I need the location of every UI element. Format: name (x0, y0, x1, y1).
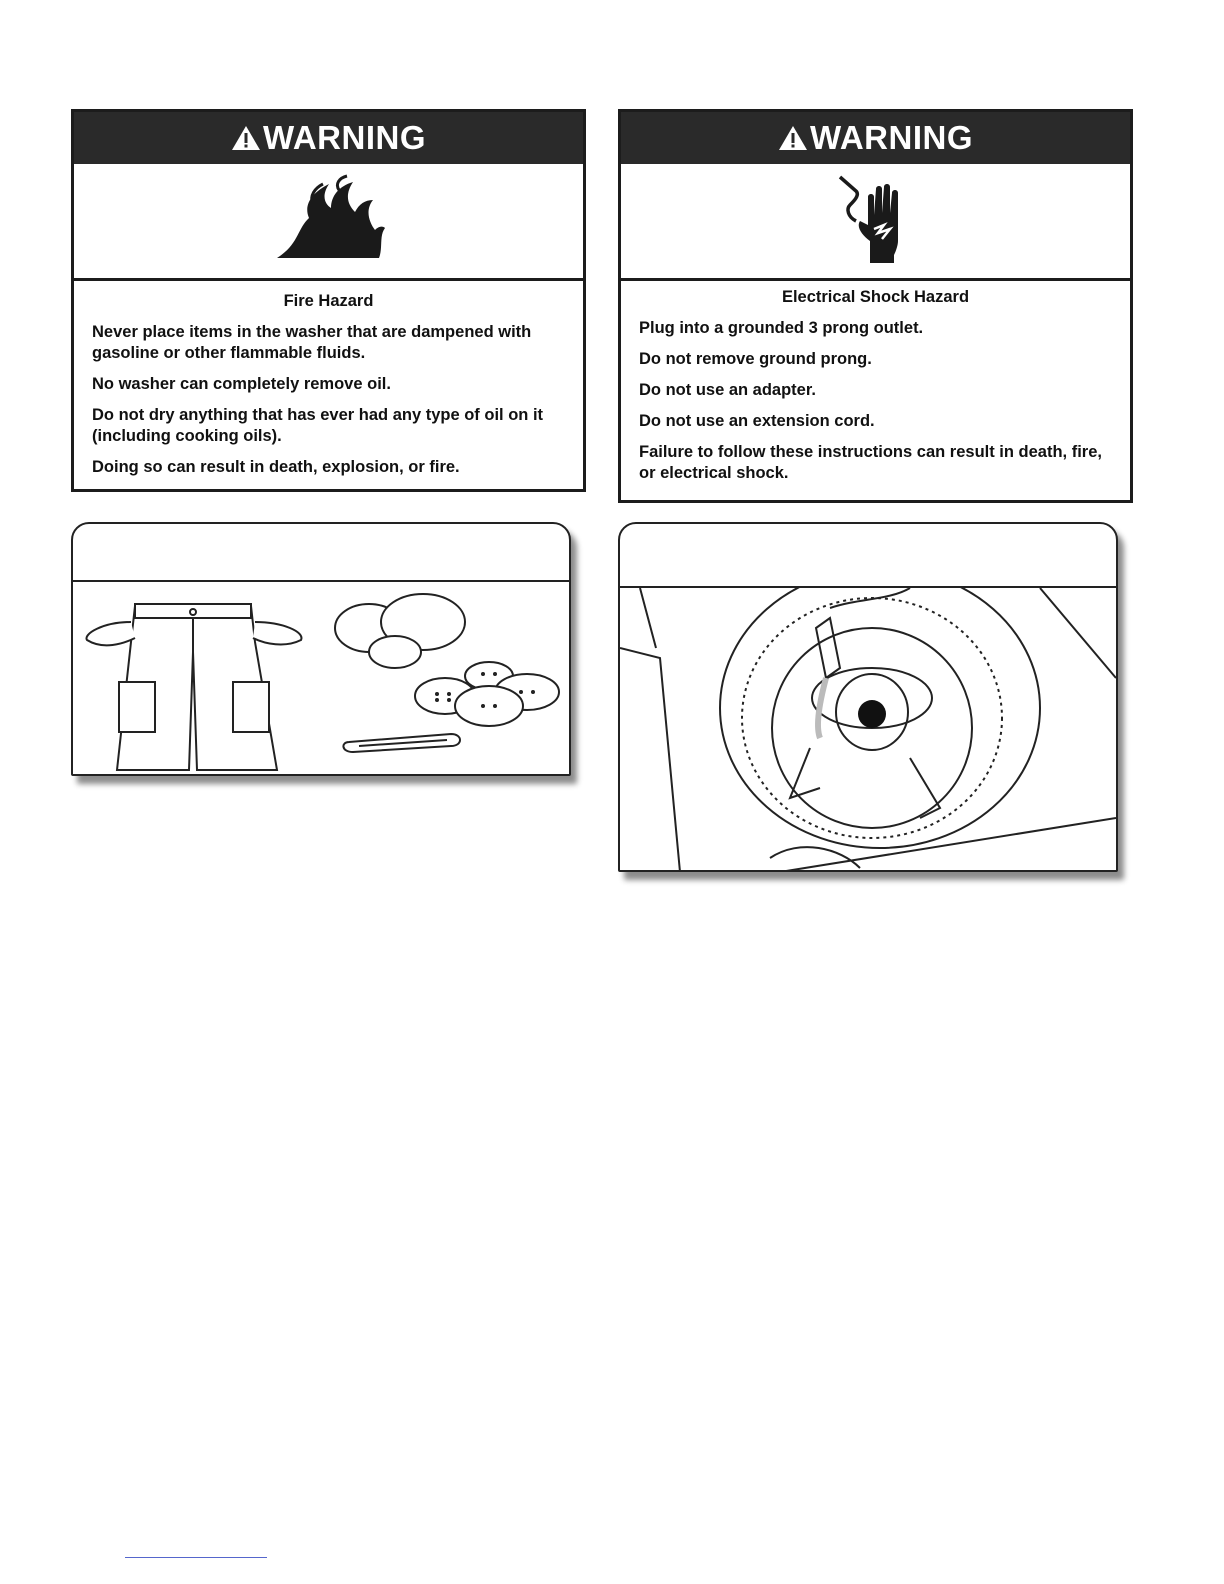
fire-icon (269, 174, 389, 269)
warning-header (74, 112, 583, 164)
pockets-illustration-card (71, 522, 571, 776)
warning-header (621, 112, 1130, 164)
card-header (620, 524, 1116, 588)
warning-line: Do not use an extension cord. (639, 412, 875, 430)
warning-heading: WARNING (810, 119, 973, 156)
hazard-title: Fire Hazard (283, 292, 374, 310)
warning-line: No washer can completely remove oil. (92, 375, 391, 393)
warning-heading: WARNING (263, 119, 426, 156)
fire-warning-box (71, 109, 586, 492)
empty-pockets-coins-buttons-pins-illustration (73, 582, 569, 776)
warning-line: Never place items in the washer that are dampened with gasoline or other flammable fluids. (92, 323, 532, 362)
electrical-warning-box (618, 109, 1133, 503)
warning-line: Do not use an adapter. (639, 381, 816, 399)
warning-line: Doing so can result in death, explosion, or fire. (92, 458, 460, 476)
hazard-title: Electrical Shock Hazard (781, 288, 970, 306)
shock-icon-panel (621, 164, 1130, 281)
warning-line: Plug into a grounded 3 prong outlet. (639, 319, 924, 337)
washer-tub-illustration-card (618, 522, 1118, 872)
footer-rule (125, 1557, 267, 1558)
warning-line: Failure to follow these instructions can result in death, fire, or electrical shock. (639, 443, 1102, 482)
fire-icon-panel (74, 164, 583, 281)
warning-triangle-icon (231, 124, 261, 152)
warning-line: Do not remove ground prong. (639, 350, 872, 368)
card-header (73, 524, 569, 582)
electric-shock-hand-icon (826, 171, 926, 272)
washer-tub-pouring-detergent-illustration (620, 588, 1116, 872)
warning-line: Do not dry anything that has ever had any type of oil on it (including cooking oils). (92, 406, 544, 445)
warning-triangle-icon (778, 124, 808, 152)
